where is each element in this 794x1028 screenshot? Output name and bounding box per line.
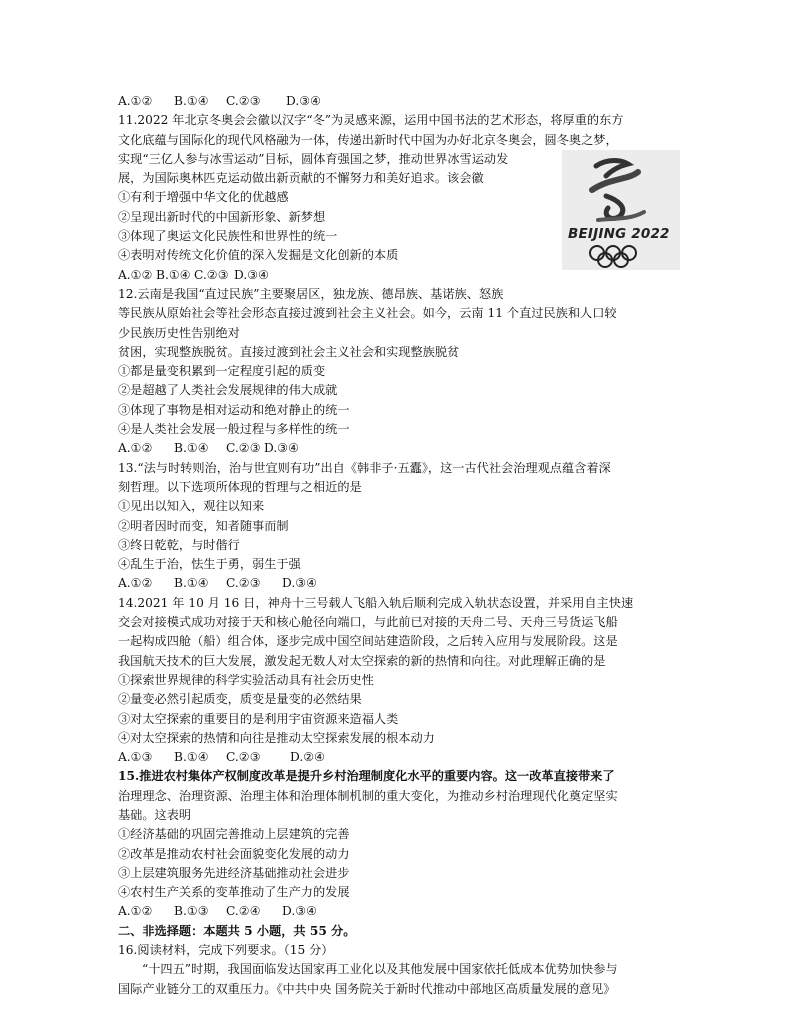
option-c: C.②③ <box>194 267 229 282</box>
question-14 <box>118 594 678 768</box>
option-d: D.③④ <box>282 576 318 591</box>
material-text: 国际产业链分工的双重压力。《中共中央 国务院关于新时代推动中部地区高质量发展的意见》 <box>118 981 616 996</box>
option-b: B.①④ <box>174 750 209 765</box>
question-text: 11.2022 年北京冬奥会会徽以汉字“冬”为灵感来源，运用中国书法的艺术形态，将厚重的东方 <box>118 113 624 128</box>
option-a: A.①③ <box>118 750 153 765</box>
statement-item: ②量变必然引起质变，质变是量变的必然结果 <box>118 692 362 707</box>
option-d: D.③④ <box>286 94 322 108</box>
statement-item: ③体现了奥运文化民族性和世界性的统一 <box>118 229 338 244</box>
statement-item: ①都是量变积累到一定程度引起的质变 <box>118 364 326 379</box>
option-a: A.①② <box>118 267 153 282</box>
question-text: 我国航天技术的巨大发展，激发起无数人对太空探索的新的热情和向往。对此理解正确的是 <box>118 653 606 668</box>
q12-options <box>118 439 678 458</box>
question-text: 刻哲理。以下选项所体现的哲理与之相近的是 <box>118 479 362 494</box>
option-c: C.②③ <box>226 750 261 765</box>
question-16 <box>118 941 678 999</box>
statement-item: ①探索世界规律的科学实验活动具有社会历史性 <box>118 672 374 687</box>
option-a: A.①② <box>118 94 153 108</box>
statement-item: ③终日乾乾，与时偕行 <box>118 537 240 552</box>
question-text: 基础。这表明 <box>118 807 192 822</box>
statement-item: ③对太空探索的重要目的是利用宇宙资源来造福人类 <box>118 711 399 726</box>
option-c: C.②③ <box>226 441 261 456</box>
question-text: 14.2021 年 10 月 16 日，神舟十三号载人飞船入轨后顺利完成入轨状态设置，并采用自主快速 <box>118 595 634 610</box>
question-text: 一起构成四舱（船）组合体，逐步完成中国空间站建造阶段，之后转入应用与发展阶段。这是 <box>118 634 618 649</box>
statement-item: ④对太空探索的热情和向往是推动太空探索发展的根本动力 <box>118 730 435 745</box>
statement-item: ①有利于增强中华文化的优越感 <box>118 190 289 205</box>
question-15 <box>118 767 678 921</box>
question-text: 展，为国际奥林匹克运动做出新贡献的不懈努力和美好追求。该会徽 <box>118 171 484 186</box>
question-text: 12.云南是我国“直过民族”主要聚居区，独龙族、德昂族、基诺族、怒族 <box>118 286 504 301</box>
statement-item: ③上层建筑服务先进经济基础推动社会进步 <box>118 865 350 880</box>
question-text: 治理理念、治理资源、治理主体和治理体制机制的重大变化，为推动乡村治理现代化奠定坚实 <box>118 788 618 803</box>
beijing-2022-emblem-image <box>562 150 680 270</box>
option-b: B.①④ <box>174 441 209 456</box>
question-text: 实现“三亿人参与冰雪运动”目标，圆体育强国之梦，推动世界冰雪运动发 <box>118 151 509 166</box>
q10-options <box>118 92 678 111</box>
statement-item: ②改革是推动农村社会面貌变化发展的动力 <box>118 846 350 861</box>
statement-item: ②呈现出新时代的中国新形象、新梦想 <box>118 209 326 224</box>
statement-item: ①经济基础的巩固完善推动上层建筑的完善 <box>118 827 350 842</box>
option-d: D.③④ <box>264 441 300 456</box>
option-b: B.①④ <box>174 576 209 591</box>
question-12 <box>118 285 678 459</box>
statement-item: ②是超越了人类社会发展规律的伟大成就 <box>118 383 338 398</box>
question-13 <box>118 459 678 594</box>
question-text: 文化底蕴与国际化的现代风格融为一体，传递出新时代中国为办好北京冬奥会，圆冬奥之梦， <box>118 132 618 147</box>
option-a: A.①② <box>118 904 153 919</box>
option-b: B.①④ <box>156 267 191 282</box>
option-d: D.②④ <box>290 750 326 765</box>
q14-options <box>118 748 678 767</box>
statement-item: ③体现了事物是相对运动和绝对静止的统一 <box>118 402 350 417</box>
statement-item: ④是人类社会发展一般过程与多样性的统一 <box>118 422 350 437</box>
option-d: D.③④ <box>282 904 318 919</box>
question-text: 15.推进农村集体产权制度改革是提升乡村治理制度化水平的重要内容。这一改革直接带来了 <box>118 769 615 784</box>
question-title: 16.阅读材料，完成下列要求。（15 分） <box>118 943 334 958</box>
section-heading: 二、非选择题：本题共 5 小题，共 55 分。 <box>118 923 356 938</box>
option-d: D.③④ <box>234 267 270 282</box>
option-a: A.①② <box>118 441 153 456</box>
question-text: 交会对接模式成功对接于天和核心舱径向端口，与此前已对接的天舟二号、天舟三号货运飞船 <box>118 615 618 630</box>
q15-options <box>118 902 678 921</box>
statement-item: ④表明对传统文化价值的深入发掘是文化创新的本质 <box>118 248 399 263</box>
question-text: 少民族历史性告别绝对 <box>118 325 240 340</box>
question-text: 贫困，实现整族脱贫。直接过渡到社会主义社会和实现整族脱贫 <box>118 344 460 359</box>
option-b: B.①④ <box>174 94 209 108</box>
statement-item: ①见出以知入，观往以知来 <box>118 499 265 514</box>
statement-item: ④乱生于治，怯生于勇，弱生于强 <box>118 557 301 572</box>
option-c: C.②③ <box>226 576 261 591</box>
option-c: C.②④ <box>226 904 261 919</box>
question-text: 13.“法与时转则治，治与世宜则有功”出自《韩非子·五蠹》，这一古代社会治理观点蕴含着深 <box>118 460 611 475</box>
statement-item: ④农村生产关系的变革推动了生产力的发展 <box>118 885 350 900</box>
material-text: “十四五”时期，我国面临发达国家再工业化以及其他发展中国家依托低成本优势加快参与 <box>142 962 618 977</box>
q13-options <box>118 574 678 593</box>
statement-item: ②明者因时而变，知者随事而制 <box>118 518 289 533</box>
question-text: 等民族从原始社会等社会形态直接过渡到社会主义社会。如今，云南 11 个直过民族和人口较 <box>118 306 617 321</box>
option-a: A.①② <box>118 576 153 591</box>
winter-olympics-emblem-icon <box>562 150 680 270</box>
option-c: C.②③ <box>226 94 261 108</box>
option-b: B.①③ <box>174 904 209 919</box>
emblem-text: BEIJING 2022 <box>568 226 670 242</box>
